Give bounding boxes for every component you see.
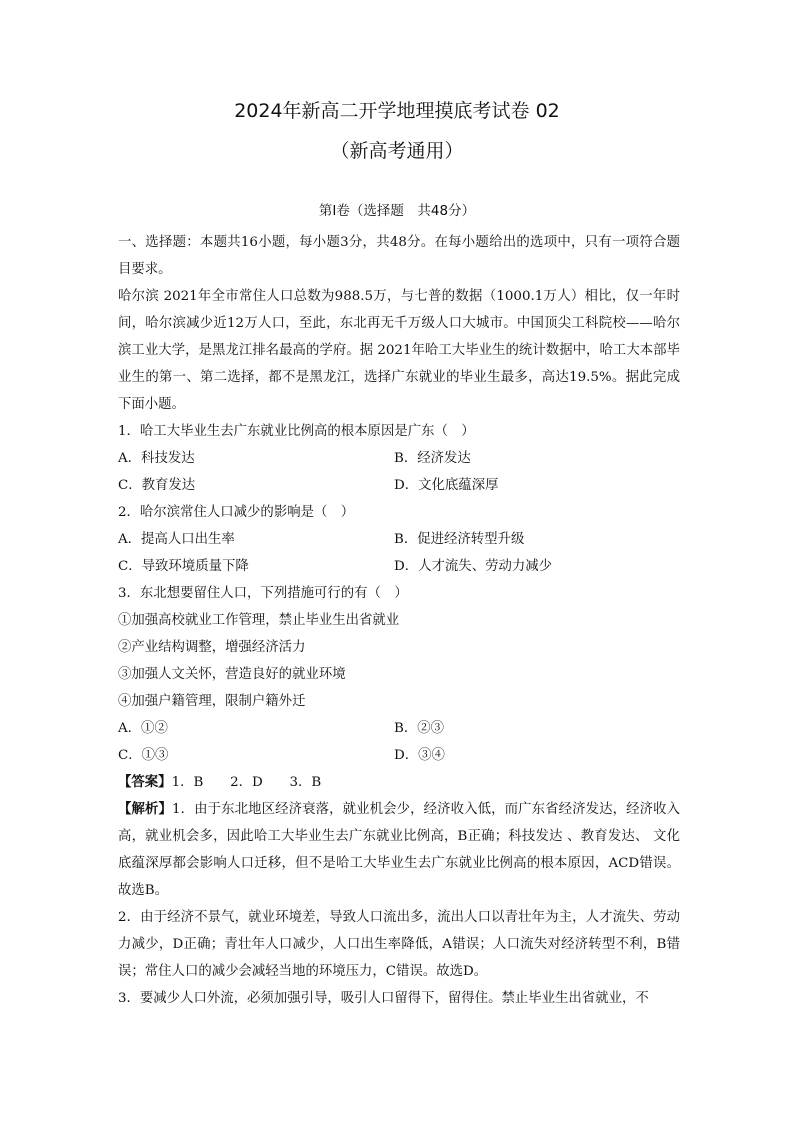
instructions: 一、选择题：本题共16小题，每小题3分，共48分。在每小题给出的选项中，只有一项符合题目要求。 [118,235,680,277]
option-a: A．①② [118,721,168,736]
exam-content [118,229,680,1012]
option-d: D．文化底蕴深厚 [394,478,499,493]
option-b: B．促进经济转型升级 [394,532,525,547]
reading-passage: 哈尔滨 2021年全市常住人口总数为988.5万，与七普的数据（1000.1万人）相比，仅一年时间，哈尔滨减少近12万人口，至此，东北再无千万级人口大城市。中国顶尖工科院校——哈尔滨工业大学，是黑龙江排名最高的学府。据 2021年哈工大毕业生的统计数据中，哈工大本部毕业生的第一、第二选择，都不是黑龙江，选择广东就业的毕业生最多，高达19.5%。据此完成下面小题。 [118,289,680,412]
exam-subtitle: （新高考通用） [330,140,464,162]
question-2-stem: 2．哈尔滨常住人口减少的影响是（ ） [118,505,355,520]
option-c: C．教育发达 [118,478,196,493]
statement-1: ①加强高校就业工作管理，禁止毕业生出省就业 [118,613,400,628]
option-a: A．提高人口出生率 [118,532,235,547]
statement-2: ②产业结构调整，增强经济活力 [118,640,306,655]
question-3-options-row-1 [118,715,680,742]
option-b: B．经济发达 [394,451,471,466]
statement-3: ③加强人文关怀，营造良好的就业环境 [118,667,346,682]
exam-title: 2024年新高二开学地理摸底考试卷 02 [234,100,560,122]
question-1-stem: 1．哈工大毕业生去广东就业比例高的根本原因是广东（ ） [118,424,475,439]
answer-text: 1．B 2．D 3．B [171,775,322,790]
option-c: C．①③ [118,748,169,763]
question-2-options-row-1 [118,526,680,553]
option-c: C．导致环境质量下降 [118,559,249,574]
analysis-paragraph-3: 3．要减少人口外流，必须加强引导，吸引人口留得下，留得住。禁止毕业生出省就业，不 [118,991,649,1006]
question-1-options-row-1 [118,445,680,472]
statement-4: ④加强户籍管理，限制户籍外迁 [118,694,306,709]
option-a: A．科技发达 [118,451,195,466]
analysis-paragraph-1 [118,796,680,904]
analysis-label: 【解析】 [118,801,172,817]
analysis-text-1: 1．由于东北地区经济衰落，就业机会少，经济收入低，而广东省经济发达，经济收入高，就业机会多，因此哈工大毕业生去广东就业比例高，B正确；科技发达 、教育发达、 文化底蕴深厚都会影响人口迁移，但不是哈工大毕业生去广东就业比例高的根本原因，ACD错误。故选B。 [118,802,680,898]
question-1-options-row-2 [118,472,680,499]
option-d: D．③④ [394,748,445,763]
section-heading: 第I卷（选择题 共48分） [318,203,476,219]
question-3-stem: 3．东北想要留住人口，下列措施可行的有（ ） [118,586,408,601]
analysis-paragraph-2: 2．由于经济不景气，就业环境差，导致人口流出多，流出人口以青壮年为主，人才流失、劳动力减少，D正确；青壮年人口减少，人口出生率降低，A错误；人口流失对经济转型不利，B错误；常住人口的减少会减轻当地的环境压力，C错误。故选D。 [118,910,680,979]
option-d: D．人才流失、劳动力减少 [394,559,553,574]
answer-label: 【答案】 [118,774,172,790]
question-2-options-row-2 [118,553,680,580]
option-b: B．②③ [394,721,445,736]
question-3-options-row-2 [118,742,680,769]
answer-line [118,769,680,796]
